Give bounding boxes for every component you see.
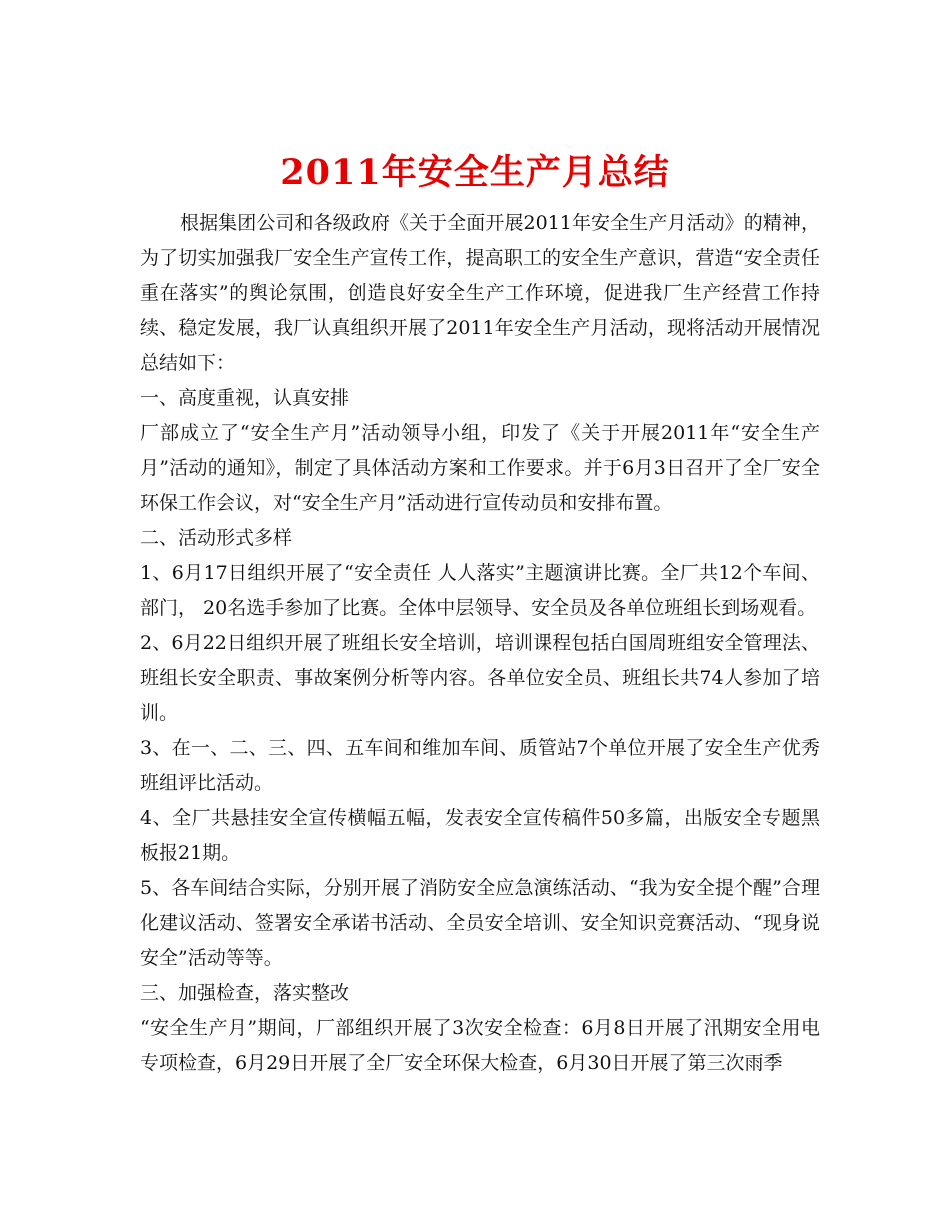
section-heading-3: 三、加强检查，落实整改	[140, 982, 350, 1004]
activity-item-2: 2、6月22日组织开展了班组长安全培训，培训课程包括白国周班组安全管理法、班组长安全职责、事故案例分析等内容。各单位安全员、班组长共74人参加了培训。	[140, 632, 820, 724]
activity-item-1: 1、6月17日组织开展了“安全责任 人人落实”主题演讲比赛。全厂共12个车间、部门， 20名选手参加了比赛。全体中层领导、安全员及各单位班组长到场观看。	[140, 562, 820, 619]
section-1-paragraph: 厂部成立了“安全生产月”活动领导小组，印发了《关于开展2011年“安全生产月”活动的通知》，制定了具体活动方案和工作要求。并于6月3日召开了全厂安全环保工作会议，对“安全生产月”活动进行宣传动员和安排布置。	[140, 422, 820, 514]
activity-item-3: 3、在一、二、三、四、五车间和维加车间、质管站7个单位开展了安全生产优秀班组评比活动。	[140, 737, 820, 794]
section-3-paragraph: “安全生产月”期间，厂部组织开展了3次安全检查：6月8日开展了汛期安全用电专项检查，6月29日开展了全厂安全环保大检查，6月30日开展了第三次雨季	[140, 1017, 820, 1074]
activity-item-4: 4、全厂共悬挂安全宣传横幅五幅，发表安全宣传稿件50多篇，出版安全专题黑板报21期。	[140, 807, 820, 864]
activity-item-5: 5、各车间结合实际，分别开展了消防安全应急演练活动、“我为安全提个醒”合理化建议活动、签署安全承诺书活动、全员安全培训、安全知识竞赛活动、“现身说安全”活动等等。	[140, 877, 820, 969]
intro-paragraph: 根据集团公司和各级政府《关于全面开展2011年安全生产月活动》的精神，为了切实加强我厂安全生产宣传工作，提高职工的安全生产意识，营造“安全责任重在落实”的舆论氛围，创造良好安全生产工作环境，促进我厂生产经营工作持续、稳定发展，我厂认真组织开展了2011年安全生产月活动，现将活动开展情况总结如下：	[140, 212, 820, 374]
document-title: 2011年安全生产月总结	[280, 152, 670, 194]
section-heading-1: 一、高度重视，认真安排	[140, 387, 350, 409]
section-heading-2: 二、活动形式多样	[140, 527, 293, 549]
document-body	[140, 206, 820, 1081]
